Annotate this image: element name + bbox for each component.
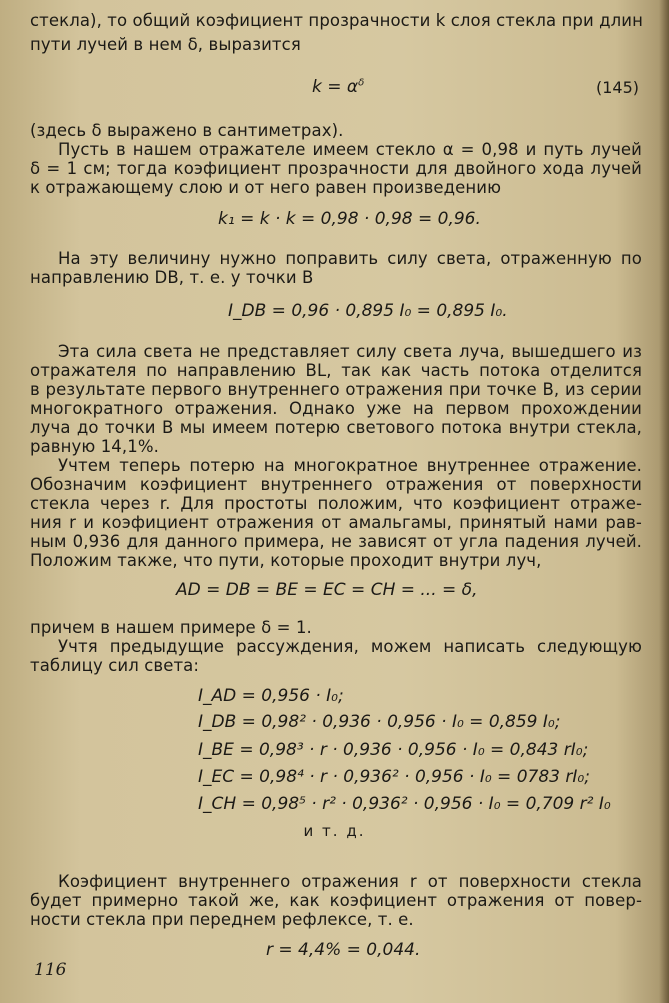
table-etc: и т. д.	[303, 822, 366, 840]
text-line: Эта сила света не представляет силу света луча, вышедшего из	[58, 342, 642, 361]
equation-path-lengths: AD = DB = BE = EC = CH = ... = δ,	[176, 580, 478, 600]
text-line: (здесь δ выражено в сантиметрах).	[30, 121, 344, 140]
equation-k1: k₁ = k · k = 0,98 · 0,98 = 0,96.	[218, 209, 481, 229]
text-line: многократного отражения. Однако уже на первом прохождении	[30, 399, 642, 418]
page-edge-shadow	[659, 0, 669, 1003]
equation-number: (145)	[595, 78, 639, 97]
text-line: Учтем теперь потерю на многократное внутреннее отражение.	[58, 456, 642, 475]
equation-r: r = 4,4% = 0,044.	[266, 940, 421, 960]
text-line: Пусть в нашем отражателе имеем стекло α = 0,98 и путь лучей	[58, 140, 642, 159]
text-line: луча до точки B мы имеем потерю светового потока внутри стекла,	[30, 418, 642, 437]
equation-text: k = α	[312, 77, 359, 97]
equation-idb: I_DB = 0,96 · 0,895 I₀ = 0,895 I₀.	[228, 301, 508, 321]
text-line: отражателя по направлению BL, так как часть потока отделится	[30, 361, 642, 380]
table-row-iec: I_EC = 0,98⁴ · r · 0,936² · 0,956 · I₀ = 0783 rI₀;	[198, 767, 590, 787]
text-line: ности стекла при переднем рефлексе, т. е.	[30, 910, 414, 929]
text-line: стекла), то общий коэфициент прозрачности k слоя стекла при длин	[30, 11, 644, 30]
text-line: Положим также, что пути, которые проходит внутри луч,	[30, 551, 542, 570]
text-line: равную 14,1%.	[30, 437, 159, 456]
equation-superscript: δ	[358, 77, 365, 89]
page-number: 116	[34, 960, 67, 980]
table-row-idb: I_DB = 0,98² · 0,936 · 0,956 · I₀ = 0,859 I₀;	[198, 712, 561, 732]
text-line: δ = 1 см; тогда коэфициент прозрачности для двойного хода лучей	[30, 159, 642, 178]
table-row-ich: I_CH = 0,98⁵ · r² · 0,936² · 0,956 · I₀ = 0,709 r² I₀	[198, 794, 611, 814]
text-line: Обозначим коэфициент внутреннего отражения от поверхности	[30, 475, 642, 494]
text-line: Коэфициент внутреннего отражения r от поверхности стекла	[58, 872, 642, 891]
text-line: будет примерно такой же, как коэфициент отражения от повер-	[30, 891, 642, 910]
equation-145	[312, 77, 364, 97]
text-line: На эту величину нужно поправить силу света, отраженную по	[58, 249, 642, 268]
text-line: стекла через r. Для простоты положим, что коэфициент отраже-	[30, 494, 642, 513]
text-line: ным 0,936 для данного примера, не зависят от угла падения лучей.	[30, 532, 642, 551]
text-line: к отражающему слою и от него равен произведению	[30, 178, 502, 197]
text-line: таблицу сил света:	[30, 656, 200, 675]
text-line: пути лучей в нем δ, выразится	[30, 35, 301, 54]
text-line: ния r и коэфициент отражения от амальгамы, принятый нами рав-	[30, 513, 642, 532]
text-line: направлению DB, т. е. у точки B	[30, 268, 314, 287]
text-line: Учтя предыдущие рассуждения, можем написать следующую	[58, 637, 642, 656]
text-line: в результате первого внутреннего отражения при точке B, из серии	[30, 380, 642, 399]
table-row-ibe: I_BE = 0,98³ · r · 0,936 · 0,956 · I₀ = 0,843 rI₀;	[198, 740, 589, 760]
text-line: причем в нашем примере δ = 1.	[30, 618, 312, 637]
table-row-iad: I_AD = 0,956 · I₀;	[198, 686, 344, 706]
